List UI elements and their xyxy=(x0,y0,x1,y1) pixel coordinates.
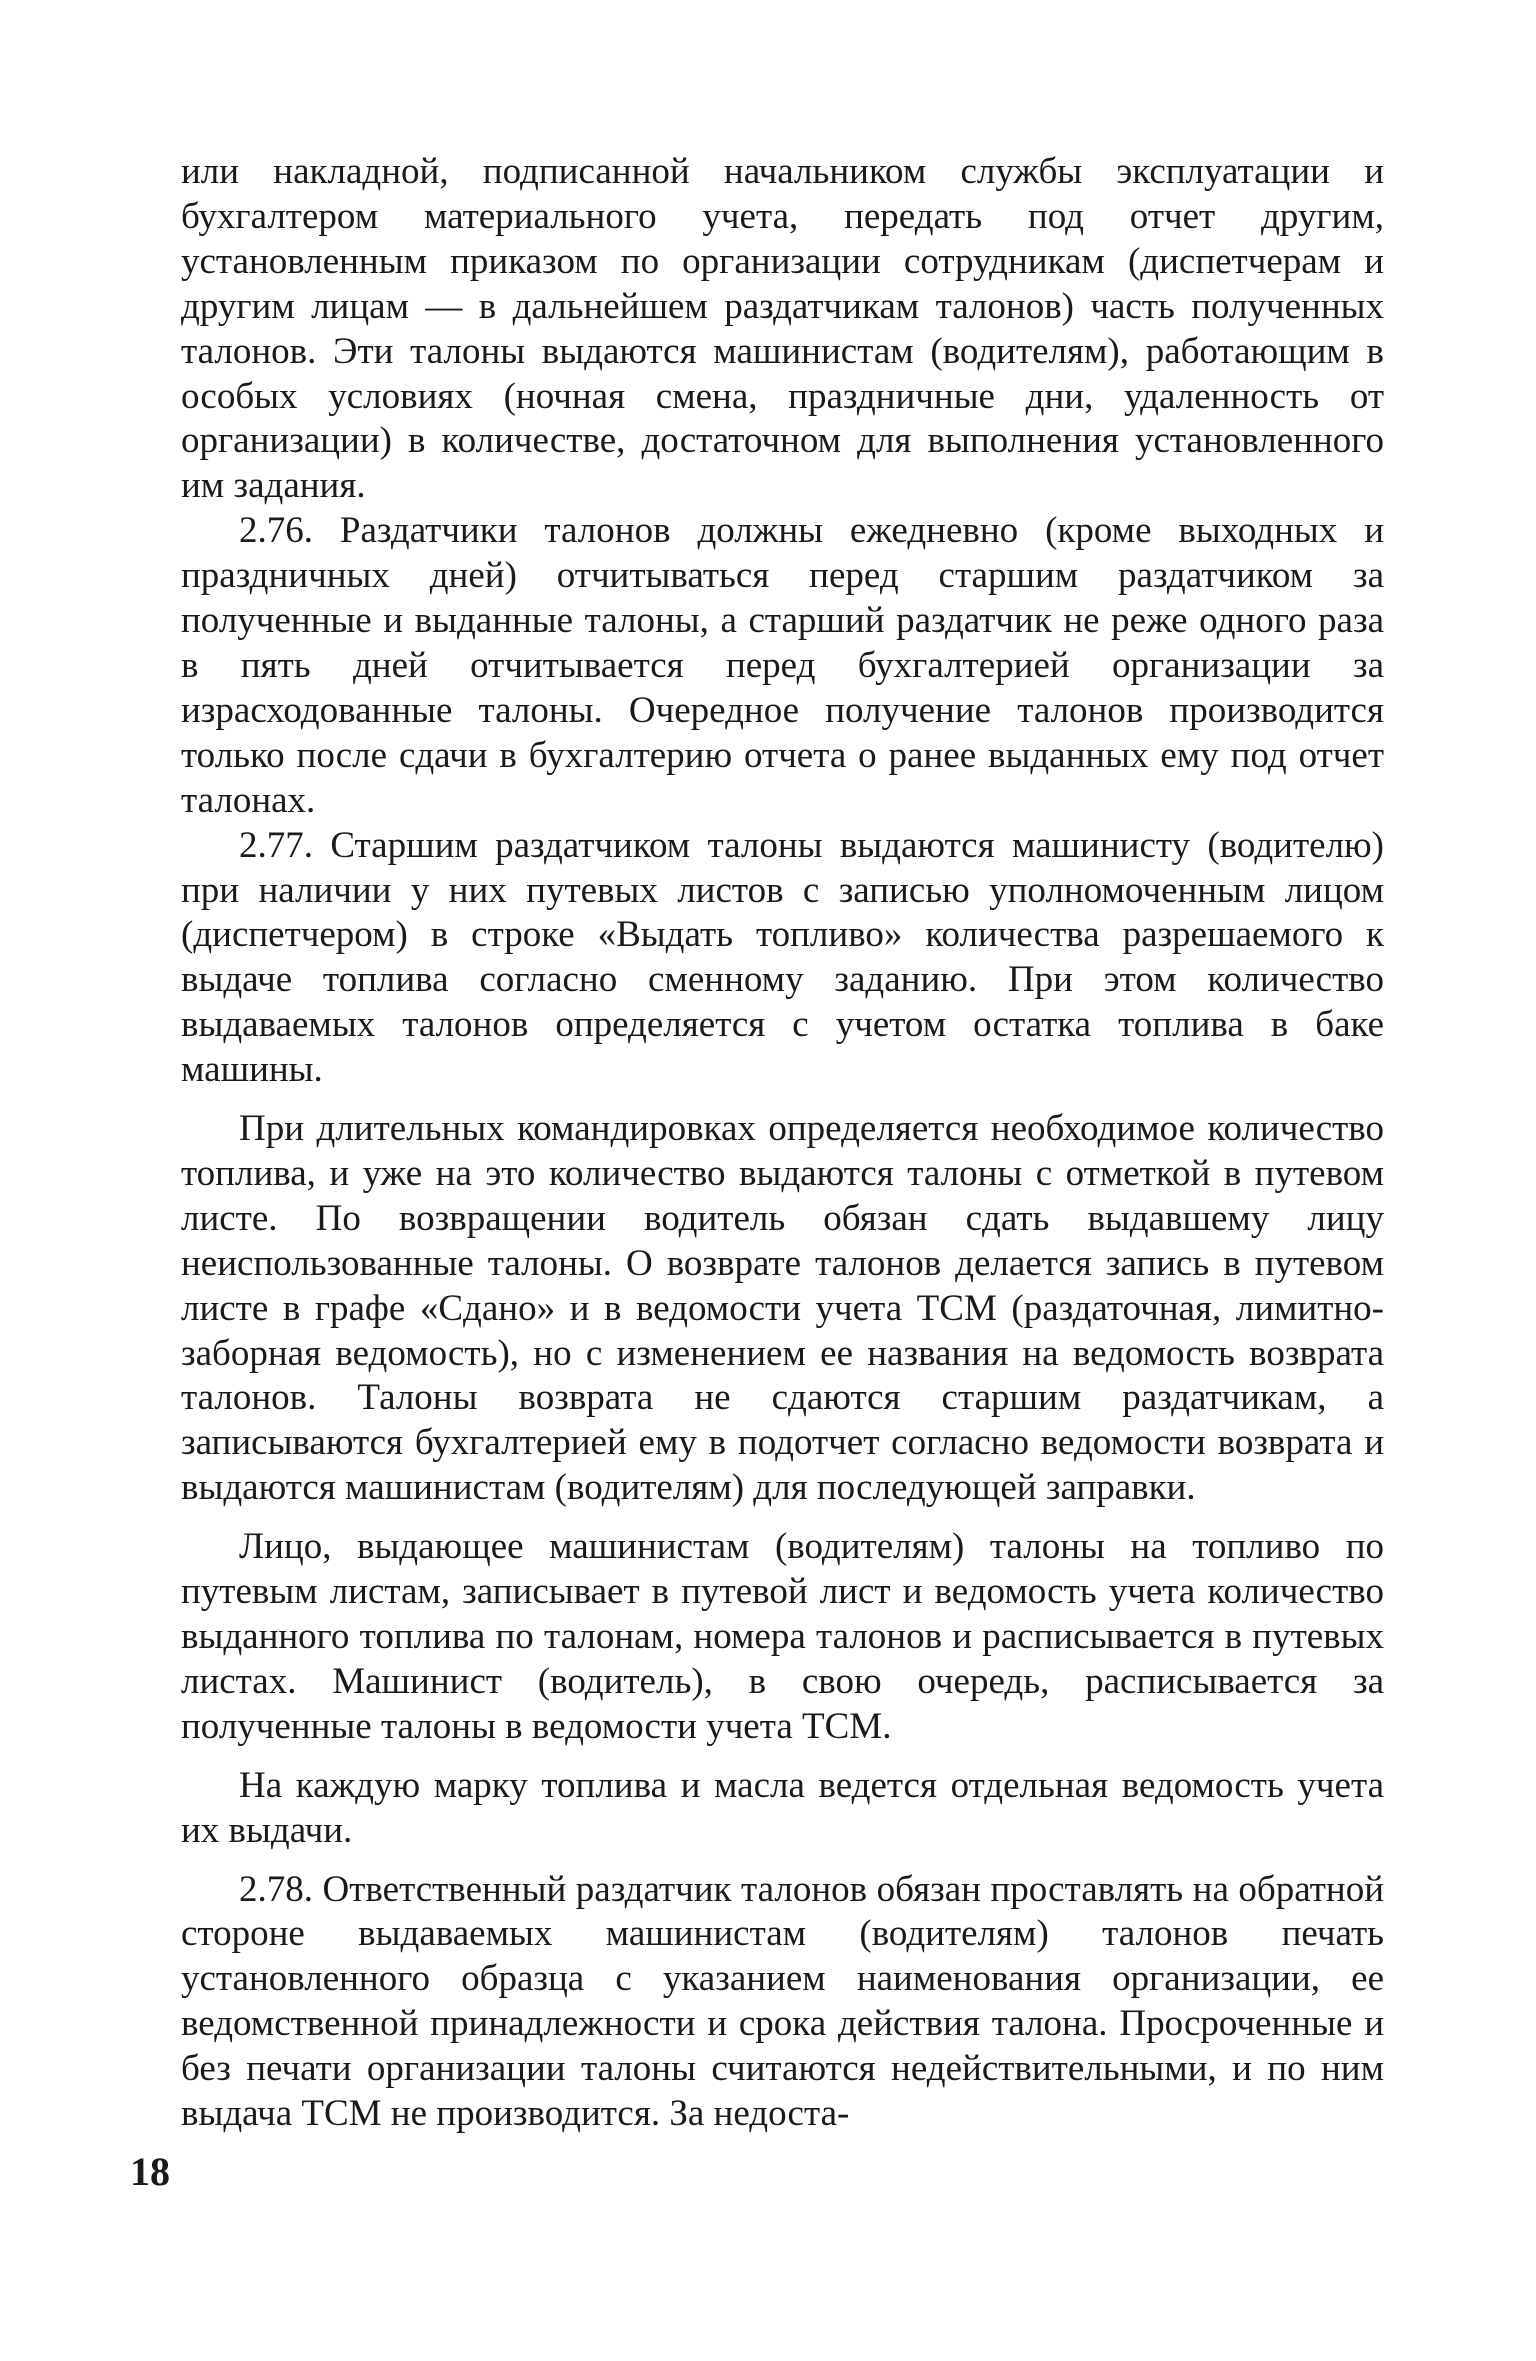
page-number: 18 xyxy=(130,2149,170,2194)
paragraph-2-78: 2.78. Ответственный раздатчик талонов обязан проставлять на обратной стороне выдаваемых машинистам (водителям) талонов печать установленного образца с указанием наименования организации, ее ведомственной принадлежности и срока действия талона. Просроченные и без печати организации талоны считаются недействительными, и по ним выдача ТСМ не производится. За недоста- xyxy=(181,1868,1384,2135)
paragraph-2-76: 2.76. Раздатчики талонов должны ежедневно (кроме выходных и праздничных дней) отчитываться перед старшим раздатчиком за полученные и выданные талоны, а старший раздатчик не реже одного раза в пять дней отчитывается перед бухгалтерией организации за израсходованные талоны. Очередное получение талонов производится только после сдачи в бухгалтерию отчета о ранее выданных ему под отчет талонах. xyxy=(181,510,1384,821)
page-body xyxy=(181,150,1384,2137)
paragraph-fuel-brand: На каждую марку топлива и масла ведется отдельная ведомость учета их выдачи. xyxy=(181,1764,1384,1851)
paragraph-issuer: Лицо, выдающее машинистам (водителям) талоны на топливо по путевым листам, записывает в путевой лист и ведомость учета количество выданного топлива по талонам, номера талонов и расписывается в путевых листах. Машинист (водитель), в свою очередь, расписывается за полученные талоны в ведомости учета ТСМ. xyxy=(181,1526,1384,1747)
paragraph-business-trips: При длительных командировках определяется необходимое количество топлива, и уже на это количество выдаются талоны с отметкой в путевом листе. По возвращении водитель обязан сдать выдавшему лицу неиспользованные талоны. О возврате талонов делается запись в путевом листе в графе «Сдано» и в ведомости учета ТСМ (раздаточная, лимитно-заборная ведомость), но с изменением ее названия на ведомость возврата талонов. Талоны возврата не сдаются старшим раздатчикам, а записываются бухгалтерией ему в подотчет согласно ведомости возврата и выдаются машинистам (водителям) для последующей заправки. xyxy=(181,1108,1384,1509)
paragraph-2-77: 2.77. Старшим раздатчиком талоны выдаются машинисту (водителю) при наличии у них путевых листов с записью уполномоченным лицом (диспетчером) в строке «Выдать топливо» количества разрешаемого к выдаче топлива согласно сменному заданию. При этом количество выдаваемых талонов определяется с учетом остатка топлива в баке машины. xyxy=(181,824,1384,1091)
paragraph-continuation: или накладной, подписанной начальником службы эксплуатации и бухгалтером материального учета, передать под отчет другим, установленным приказом по организации сотрудникам (диспетчерам и другим лицам — в дальнейшем раздатчикам талонов) часть полученных талонов. Эти талоны выдаются машинистам (водителям), работающим в особых условиях (ночная смена, праздничные дни, удаленность от организации) в количестве, достаточном для выполнения установленного им задания. xyxy=(181,151,1384,507)
